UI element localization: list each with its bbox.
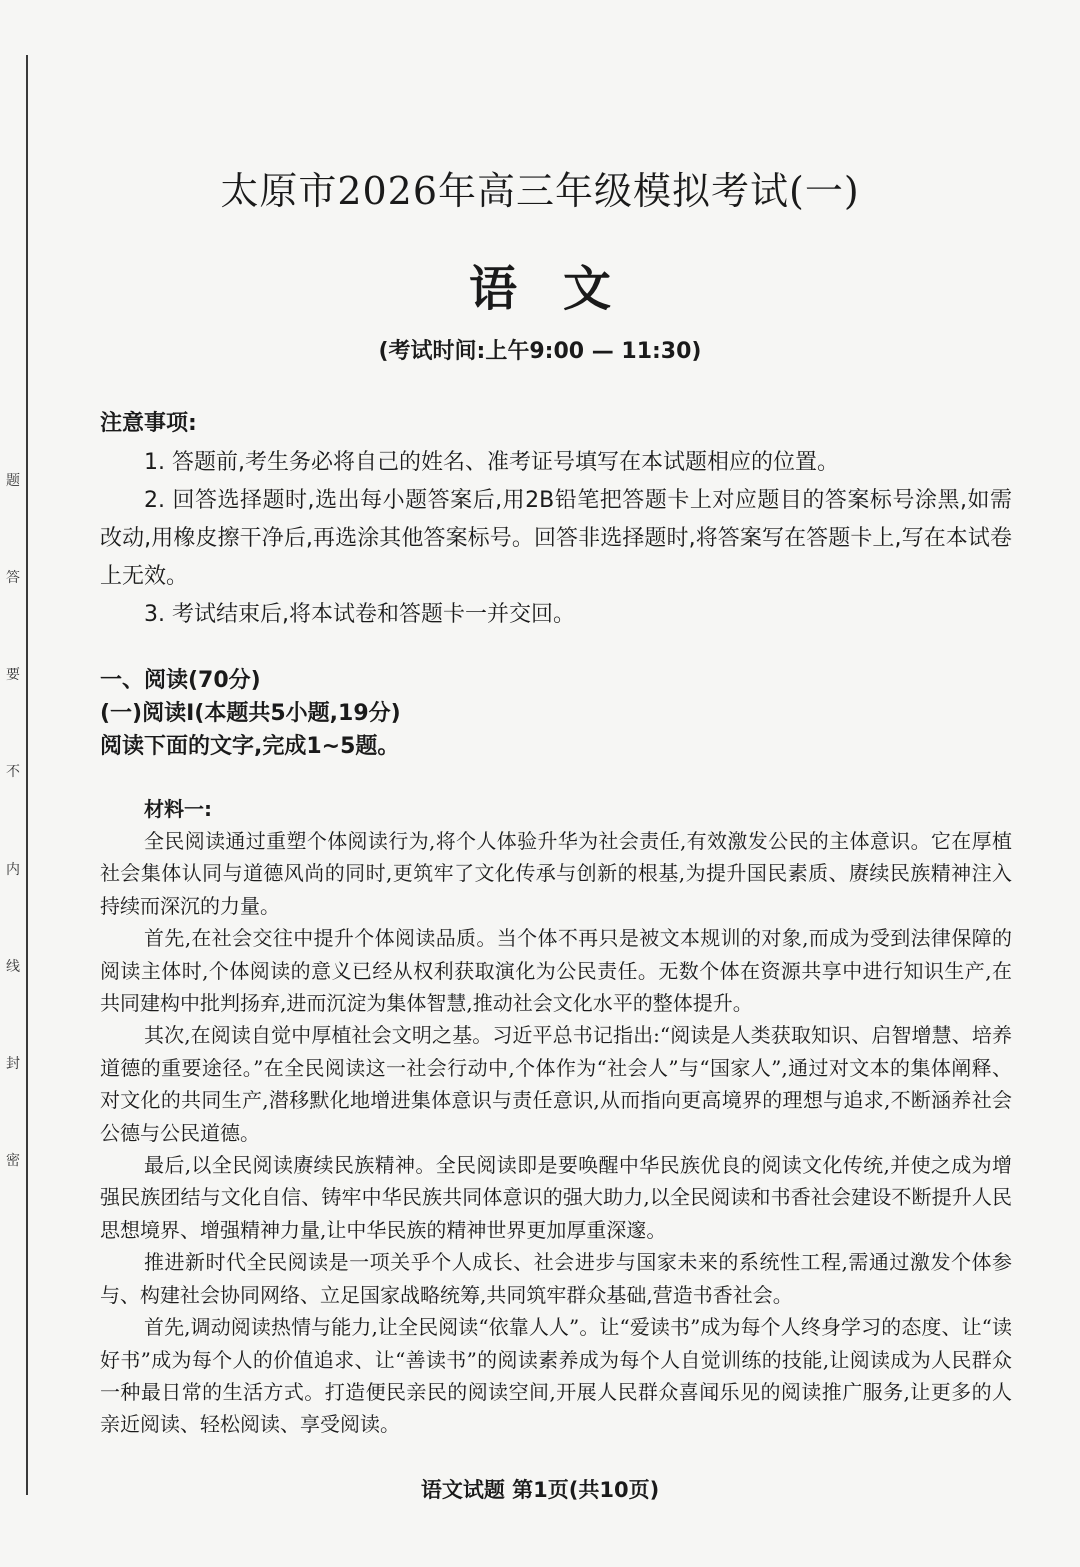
paragraph: 全民阅读通过重塑个体阅读行为,将个人体验升华为社会责任,有效激发公民的主体意识。它在厚植社会集体认同与道德风尚的同时,更筑牢了文化传承与创新的根基,为提升国民素质、赓续民族精神注入持续而深沉的力量。 (100, 829, 1012, 918)
margin-char: 不 (6, 764, 20, 781)
margin-char: 线 (6, 958, 20, 975)
paragraph: 首先,调动阅读热情与能力,让全民阅读“依靠人人”。让“爱读书”成为每个人终身学习的态度、让“读好书”成为每个人的价值追求、让“善读书”的阅读素养成为每个人自觉训练的技能,让阅读成为人民群众一种最日常的生活方式。打造便民亲民的阅读空间,开展人民群众喜闻乐见的阅读推广服务,让更多的人亲近阅读、轻松阅读、享受阅读。 (100, 1315, 1012, 1437)
section-instruction: 阅读下面的文字,完成1~5题。 (100, 734, 400, 759)
margin-char: 题 (6, 473, 20, 489)
material-label: 材料一: (144, 797, 212, 821)
paragraph: 首先,在社会交往中提升个体阅读品质。当个体不再只是被文本规训的对象,而成为受到法律保障的阅读主体时,个体阅读的意义已经从权利获取演化为公民责任。无数个体在资源共享中进行知识生产,在共同建构中批判扬弃,进而沉淀为集体智慧,推动社会文化水平的整体提升。 (100, 926, 1012, 1016)
paragraph: 最后,以全民阅读赓续民族精神。全民阅读即是要唤醒中华民族优良的阅读文化传统,并使之成为增强民族团结与文化自信、铸牢中华民族共同体意识的强大助力,以全民阅读和书香社会建设不断提升人民思想境界、增强精神力量,让中华民族的精神世界更加厚重深邃。 (100, 1153, 1012, 1242)
binding-margin-text (4, 470, 22, 1170)
margin-char: 要 (6, 667, 20, 684)
material-text (100, 793, 1012, 1441)
section-heading-block (100, 664, 1012, 763)
notice-item: 1. 答题前,考生务必将自己的姓名、准考证号填写在本试题相应的位置。 (144, 450, 839, 475)
section-subheading: (一)阅读Ⅰ(本题共5小题,19分) (100, 701, 401, 726)
subject-title: 语文 (468, 261, 657, 317)
margin-char: 内 (6, 861, 20, 878)
exam-time: (考试时间:上午9:00 — 11:30) (378, 339, 702, 364)
margin-char: 封 (6, 1055, 20, 1072)
notice-item: 3. 考试结束后,将本试卷和答题卡一并交回。 (144, 602, 575, 627)
margin-char: 答 (6, 570, 20, 587)
margin-char: 密 (6, 1152, 20, 1169)
paragraph: 推进新时代全民阅读是一项关乎个人成长、社会进步与国家未来的系统性工程,需通过激发个体参与、构建社会协同网络、立足国家战略统筹,共同筑牢群众基础,营造书香社会。 (100, 1250, 1012, 1307)
notice-block (100, 404, 1012, 634)
notice-item: 2. 回答选择题时,选出每小题答案后,用2B铅笔把答题卡上对应题目的答案标号涂黑,如需改动,用橡皮擦干净后,再选涂其他答案标号。回答非选择题时,将答案写在答题卡上,写在本试卷上无效。 (100, 488, 1012, 589)
page-footer: 语文试题 第1页(共10页) (420, 1478, 660, 1502)
exam-title: 太原市2026年高三年级模拟考试(一) (220, 169, 860, 213)
section-heading: 一、阅读(70分) (100, 668, 261, 693)
notice-title: 注意事项: (100, 411, 197, 436)
paragraph: 其次,在阅读自觉中厚植社会文明之基。习近平总书记指出:“阅读是人类获取知识、启智增慧、培养道德的重要途径。”在全民阅读这一社会行动中,个体作为“社会人”与“国家人”,通过对文本的集体阐释、对文化的共同生产,潜移默化地增进集体意识与责任意识,从而指向更高境界的理想与追求,不断涵养社会公德与公民道德。 (100, 1023, 1012, 1145)
